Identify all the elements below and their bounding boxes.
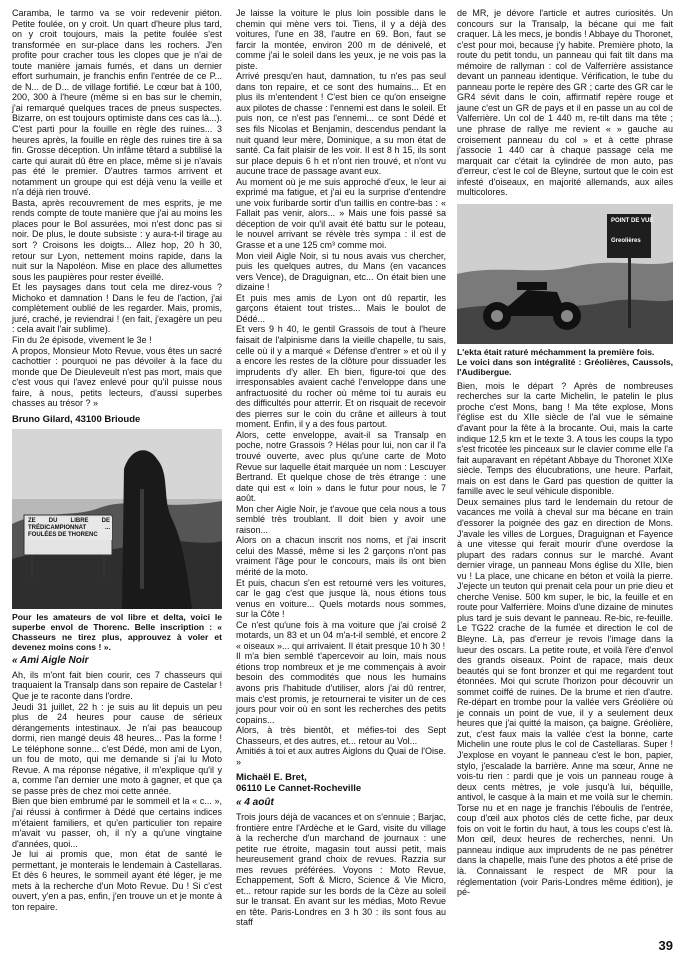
paragraph: Mon cher Aigle Noir, je t'avoue que cela nous a tous semblé très troublant. Il doit bien y avoir une raison... [236, 503, 446, 535]
paragraph: Deux semaines plus tard le lendemain du retour de vacances me voilà à cheval sur ma bécane en train d'essorer la poignée des gaz en direction de Mons. J'avale les villes de Lorgues, Draguignan et Fayence à une vitesse qui ferait mourir d'une overdose la plupart des radars connus sur le marché. Avant dernier virage, un panneau Mons église du XIIe, bien vu ! La place, une chicane en béton et voilà la pierre. J'ejecte un teuton qui prenait cela pour un prie dieu et cherche Venise. 500 km super, le bic, la feuille et en route pour Valferrière. Moins d'une dizaine de minutes plus tard je suis devant le panneau. Re-bic, re-feuille. Le TG22 crache de la fumée et direction le col de Bleyne. Là, pas d'erreur je revois l'image dans la lueur des oscars. La petite route, et voilà l'ère d'envol des grands oiseaux. Point de rapace, mais deux beautés qui se font bronzer et qui me regardent tout étonnées. Moi qui scrute l'horizon pour découvrir un sommet coiffé de ruines. De la brume et rien d'autre. Re-départ en trombe pour la vallée vers Gréolière où je connais un point de vue, il y a seulement deux heures que j'ai quitté la maison, ça baigne. Gréolière, zut, c'est faux mais la vallée c'est la bonne, carte Michelin une route plus le col de Castellaras. Super ! J'explose en voyant le panneau c'est le bon, papier, stylo, j'escalade la barrière. Anne ma sœur, Anne ne vois-tu rien : pardi que je vois un panneau rouge à deux cents mètres, je vole jusqu'à lui, béquille, antivol, le casque à la main et me voilà sur le chemin. Torse nu et en nage je franchis l'éboulis de l'entrée, coup d'œil aux photos clés de cette fiche, par deux fois on voit le fortin du haut, à tous les coups c'est là. Mon œil, deux heures de recherches, nenni. Un panneau indique aux imprudents de ne pas pénétrer dans la chapelle, mais l'une des photos a été prise de là. Connaissant le respect de MR pour la réglementation (voir Paris-Londres même édition), je pé- [457, 496, 673, 898]
paragraph: Je laisse la voiture le plus loin possible dans le chemin qui mène vers toi. Tiens, il y a déjà des voitures, l'une en 38, l'autre en 69. Bon, faut se farcir la montée, environ 200 m de dénivelé, et comme j'ai le soleil dans les yeux, je ne vois pas la piste. [236, 8, 446, 71]
paragraph: Arrivé presqu'en haut, damnation, tu n'es pas seul dans ton repaire, et ce sont des humains... Et en plus ils m'entendent ! C'est bien ce qu'on enseigne aux pilotes de chasse : l'ennemi est dans le soleil. Et puis non, ce n'est pas l'ennemi... ce sont Dédé et ses fils Nicolas et Benjamin, descendus pendant la nuit quand leur mère, Dominique, a su mon état de santé. Ca fait plaisir de les voir. Il est 8 h 15, ils sont sur place depuis 6 h et n'ont rien trouvé, et n'ont vu aucune trace de passage avant eux. [236, 71, 446, 177]
paragraph: Trois jours déjà de vacances et on s'ennuie ; Barjac, frontière entre l'Ardèche et le Gard, visite du village à la recherche d'un marchand de journaux : une petite rue étroite, magasin tout aussi petit, mais heureusement grand choix de revues. Razzia sur mes revues préférées. Voyons : Moto Revue, Echappement, Soft & Micro, Science & Vie Micro, et... retour rapide sur les bords de la Cèze au soleil sur le transat. En avant sur les médias, Moto Revue en tête. Paris-Londres en 3 h 30 : ils sont fous au staff [236, 812, 446, 928]
paragraph: A propos, Monsieur Moto Revue, vous êtes un sacré cachottier : pourquoi ne pas dévoiler à la face du monde que De Dieuleveult n'est pas mort, mais que c'est vous qui l'avez enlevé pour qu'il puisse nous faire, à nous, petits lecteurs, d'aussi superbes chasses au trésor ? » [12, 345, 222, 409]
signature: Bruno Gilard, 43100 Brioude [12, 413, 141, 425]
paragraph: Caramba, le tarmo va se voir redevenir piéton. Petite foulée, on y croit. Un quart d'heure plus tard, on y croit toujours, mais la petite foulée s'est transformée en sur-place dans les rochers. J'en profite pour cracher tous les clopes que je n'ai de toute manière jamais fumés, et dans un dernier effort surhumain, je franchis enfin l'entrée de ce P... de N... de D... de village fortifié. Le cœur bat à 100, 200, 300 à l'heure (même si en bas sur le chemin, j'ai remarqué quelques traces de pneus suspectes. Bizarre, on est toujours optimiste dans ces cas là...). C'est parti pour la fouille en règle des ruines... 3 heures après, la fouille en règle des ruines tire à sa fin. Grosse déception. Un infâme têtard a subtilisé la carte qui aurait dû être en place, même si je n'avais pas été le premier. D'autres tarmos arrivent et notamment un groupe qui est déjà venu la veille et n'a déjà rien trouvé. [12, 8, 222, 198]
section-heading: « 4 août [236, 797, 274, 809]
photo-thorenc-launch [12, 429, 222, 609]
paragraph: Alors on a chacun inscrit nos noms, et j'ai inscrit celui des Massé, même si les 2 garçons n'ont pas vraiment l'âge pour le concours, mais ils ont bien mérité de la moto. [236, 535, 446, 577]
column-right [457, 8, 673, 898]
paragraph: Basta, après recouvrement de mes esprits, je me rends compte de toute manière que j'ai au moins les places pour le Bol assurées, moi n'est donc pas si noir. De plus, le doute subsiste : y aura-t-il tirage au sort ? Croisons les doigts... Allez hop, 20 h 30, retour sur Lyon, nettement moins rapide, dans la nuit sur la Napoléon. Mise en place des allumettes sous les paupières pour rester éveillé. [12, 197, 222, 282]
photo-sign-greolieres: Greolières [611, 237, 641, 244]
paragraph: Bien, mois le départ ? Après de nombreuses recherches sur la carte Michelin, le patelin le plus proche c'est Mons, bang ! Ma tête explose, Mons l'église est du XIIe siècle de l'al vue le sémaine d'avant pour la fête à la brocante. Oui, mais la carte indique 12,5 km et le texte 3. A tous les coups la typo s'est fricotée les pinceaux sur le clavier comme elle l'a fait auparavant en répétant Abbaye du Thoronet XIXe siècle. Temps des élucubrations, une heure. Parfait, mais on est dans le Gard pas question de quitter la famille avec le seul véhicule disponible. [457, 380, 673, 497]
paragraph: Et vers 9 h 40, le gentil Grassois de tout à l'heure faisait de l'alpinisme dans la vieille chapelle, tu sais, celle où il y a marqué « Défense d'entrer » et où il y a encore les restes de la clôture pour dissuader les imprudents d'y aller. Eh bien, figure-toi que des irresponsables avaient caché l'enveloppe dans une anfractuosité du rocher où même toi tu aurais eu des difficultés pour atterrir. Et on risquait de recevoir des pierres sur le coin du crâne et ailleurs à tout moment. Enfin, il y a des fous partout. [236, 324, 446, 430]
photo-caption-line2: Le voici dans son intégralité : Gréolières, Caussols, l'Audibergue. [457, 356, 673, 377]
paragraph: Ce n'est qu'une fois à ma voiture que j'ai croisé 2 motards, un 83 et un 04 m'a-t-il semblé, et encore 2 « oiseaux »... qui arrivaient. Il était presque 10 h 30 ! [236, 619, 446, 651]
paragraph: Mon vieil Aigle Noir, si tu nous avais vus chercher, puis les quelques autres, du Mans (en vacances vers Vence), de Draguignan, etc... On était bien une dizaine ! [236, 250, 446, 293]
column-left [12, 8, 222, 912]
paragraph: Et puis, chacun s'en est retourné vers les voitures, car le gag c'est que jusque là, nous étions tous venus en voiture... Quels motards nous sommes, sur la Côte ! [236, 577, 446, 620]
page-number: 39 [658, 938, 673, 953]
paragraph: Alors, à très bientôt, et méfies-toi des Sept Chasseurs, et des autres, et... retour au Vol... [236, 725, 446, 746]
paragraph: Il m'a bien semblé t'apercevoir au loin, mais nous étions trop nombreux et je me commençais à avoir besoin des commodités que nous les humains avons pris l'habitude d'utiliser, alors j'ai dû rentrer, mais c'est promis, je retournerai te visiter un de ces jours pour voir où en sont les recherches des petits copains... [236, 651, 446, 725]
paragraph: Ah, ils m'ont fait bien courir, ces 7 chasseurs qui traquaient la Transalp dans son repaire de Castelar ! Que je te raconte dans l'ordre. [12, 669, 222, 701]
photo-viewpoint-sign [457, 204, 673, 344]
paragraph: Je lui ai promis que, mon état de santé le permettant, je monterais le lendemain à Castellaras. Et dès 6 heures, le sommeil ayant été léger, je me mets à la recherche d'un Moto Revue. Du ! Si c'est ouvert, y'en a pas, enfin, j'en trouve un et je monte à ton repaire. [12, 849, 222, 912]
paragraph: Fin du 2e épisode, vivement le 3e ! [12, 334, 152, 345]
section-heading: « Ami Aigle Noir [12, 655, 89, 667]
paragraph: Et puis mes amis de Lyon ont dû repartir, les garçons étaient tout tristes... Mais le boulot de Dédé... [236, 292, 446, 324]
photo-caption-line1: L'ekta était raturé méchamment la première fois. [457, 346, 655, 357]
column-middle [236, 8, 446, 928]
paragraph: Bien que bien embrumé par le sommeil et la « c... », j'ai réussi à confirmer à Dédé que certains indices m'étaient familiers, et qu'en particulier ton repaire m'avait vu passer, oh, il n'y a qu'une vingtaine d'années, quoi... [12, 796, 222, 849]
signature-name: Michaël E. Bret, [236, 772, 307, 784]
paragraph: Et les paysages dans tout cela me direz-vous ? Michoko et damnation ! Dans le feu de l'action, j'ai complètement oublié de les regarder. Mais, promis, juré, craché, je reviendrai ! (en fait, j'exagère un peu : cela avait l'air sublime). [12, 282, 222, 335]
paragraph: Jeudi 31 juillet, 22 h : je suis au lit depuis un peu plus de 24 heures pour cause de sérieux dérangements intestinaux. Je n'ai pas beaucoup dormi, rien mangé deuis 48 heures... Pas la forme ! Le téléphone sonne... c'est Dédé, mon ami de Lyon, un fou de moto, qui me demande si j'ai lu Moto Revue. A ma réponse négative, il m'explique qu'il y a, comme l'an dernier une moto à gagner, et que ça se passe près de chez moi cette année. [12, 701, 222, 796]
photo-sign-point-de-vue: POINT DE VUE [611, 217, 654, 224]
paragraph: Alors, cette enveloppe, avait-il sa Transalp en poche, notre Grassois ? Hélas pour lui, non car il l'a trouvé ouverte, avec plus qu'une carte de Moto Revue sur laquelle était marquée un nom : Lescuyer Bertrand. Et quelque chose de très étrange : une date qui est « loin » dans le futur pour nous, le 7 août. [236, 429, 446, 504]
paragraph: Au moment où je me suis approché d'eux, le leur ai exprimé ma fatigue, et j'ai eu la surprise d'entendre une voix furibarde sortir d'un taillis en contre-bas : « Fallait pas venir, alors... » Mais une fois passé sa déception de voir qu'il avait été battu sur le poteau, le nouvel arrivant se révèle très sympa : il est de Grasse et a une 125 cm³ comme moi. [236, 176, 446, 251]
photo-caption: Pour les amateurs de vol libre et delta, voici le superbe envol de Thorenc. Belle inscription : « Chasseurs ne tirez plus, approuvez à voler et devenez moins cons ! ». [12, 612, 222, 653]
photo-viewpoint-image [457, 204, 673, 344]
paragraph: Amitiés à toi et aux autres Aiglons du Quai de l'Oise. » [236, 746, 446, 767]
photo-sign-text: ZE DU LIBRE DE TRÉDICAMPIONNAT ... FOULÉES DE THORENC [28, 518, 110, 539]
paragraph: de MR, je dévore l'article et autres curiosités. Un concours sur la Transalp, la bécane qui me fait craquer. Là les mecs, je bondis ! Abbaye du Thoronet, c'est pour moi, because j'y habite. Première photo, la route du petit tondu, un panneau qui fait tilt dans ma mémoire de rallyman : col de Valferrière assistance devant un panneau identique. Vérification, le tube du panneau porte le repère des GR ; carte des GR car le GR4 sévit dans le coin, affirmatif repère rouge et jaune c'est un GR de pays et il en passe un au col de Valferrière. Un col de 1 440 m, re-tilt dans ma tête ; une phrase de rallye me revient « » gauche au croisement panneau du col » et à cette phrase j'associe 1 440 car à chaque passage cela me marquait car c'était la cylindrée de mon auto, pas d'erreur, c'est le col de Bleyne, surtout que le coin est infesté d'oiseaux, en majorité allemands, aux ailes multicolores. [457, 8, 673, 198]
signature-city: 06110 Le Cannet-Rocheville [236, 782, 362, 794]
